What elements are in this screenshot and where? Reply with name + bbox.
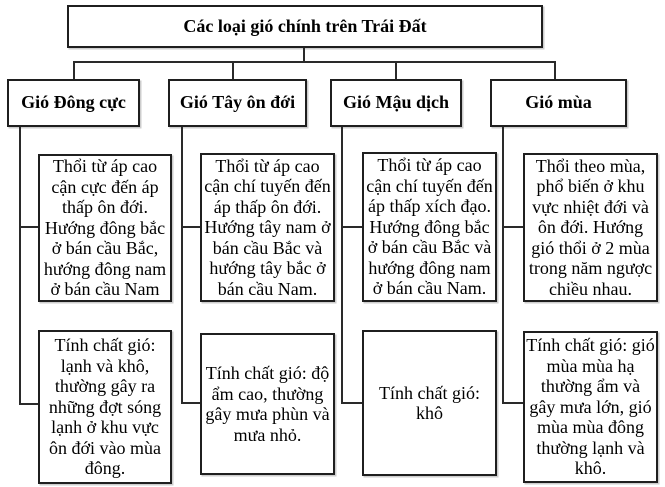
header-label: Gió Mậu dịch <box>342 92 449 113</box>
header-label: Gió Đông cực <box>21 92 126 113</box>
property-box-col2 <box>200 333 335 475</box>
diagram-title: Các loại gió chính trên Trái Đất <box>183 15 427 36</box>
connector-trunk-col4 <box>502 127 504 404</box>
property-text: Tính chất gió: khô <box>379 382 480 423</box>
connector-trunk-col3 <box>341 127 343 404</box>
connector-stub-col3-desc <box>341 226 362 228</box>
header-box-gio-tay-on-doi <box>168 79 307 127</box>
description-text: Thổi theo mùa, phổ biến ở khu vực nhiệt đới và ôn đới. Hướng gió thổi ở 2 mùa trong năm ngược chiều nhau. <box>528 155 653 299</box>
connector-trunk-col1 <box>19 127 21 405</box>
connector-stub-col1-desc <box>19 226 38 228</box>
header-box-gio-mau-dich <box>330 79 462 127</box>
property-box-col4 <box>523 331 658 483</box>
description-box-col1 <box>38 154 172 302</box>
description-text: Thổi từ áp cao cận cực đến áp thấp ôn đới. Hướng đông bắc ở bán cầu Bắc, hướng đông nam ở bán cầu Nam <box>43 156 167 300</box>
header-box-gio-mua <box>490 79 627 127</box>
connector-drop-col1 <box>73 61 75 80</box>
description-box-col3 <box>362 152 497 302</box>
connector-stub-col3-prop <box>341 402 362 404</box>
connector-title-drop <box>303 48 305 62</box>
description-text: Thổi từ áp cao cận chí tuyến đến áp thấp xích đạo. Hướng đông bắc ở bán cầu Bắc và hướng đông nam ở bán cầu Nam. <box>366 155 493 299</box>
property-text: Tính chất gió: gió mùa mùa hạ thường ẩm và gây mưa lớn, gió mùa mùa đông thường lạnh và khô. <box>526 335 655 479</box>
connector-drop-col4 <box>554 61 556 80</box>
connector-stub-col2-prop <box>181 402 200 404</box>
connector-stub-col1-prop <box>19 403 38 405</box>
connector-stub-col4-prop <box>502 402 523 404</box>
diagram-title-box <box>67 5 543 48</box>
property-text: Tính chất gió: độ ẩm cao, thường gây mưa phùn và mưa nhỏ. <box>205 363 330 445</box>
connector-drop-col2 <box>232 61 234 80</box>
connector-stub-col2-desc <box>181 226 200 228</box>
description-box-col4 <box>523 153 658 302</box>
property-text: Tính chất gió: lạnh và khô, thường gây ra những đợt sóng lạnh ở khu vực ôn đới vào mùa đông. <box>48 335 162 479</box>
connector-drop-col3 <box>395 61 397 80</box>
connector-branch-horizontal <box>73 61 556 63</box>
description-text: Thổi từ áp cao cận chí tuyến đến áp thấp ôn đới. Hướng tây nam ở bán cầu Bắc và hướng tây bắc ở bán cầu Nam. <box>204 155 331 299</box>
description-box-col2 <box>200 153 335 302</box>
header-box-gio-dong-cuc <box>7 79 140 127</box>
property-box-col1 <box>38 330 172 484</box>
property-box-col3 <box>362 330 497 476</box>
connector-stub-col4-desc <box>502 226 523 228</box>
header-label: Gió Tây ôn đới <box>179 92 296 113</box>
connector-trunk-col2 <box>181 127 183 404</box>
header-label: Gió mùa <box>525 92 592 113</box>
